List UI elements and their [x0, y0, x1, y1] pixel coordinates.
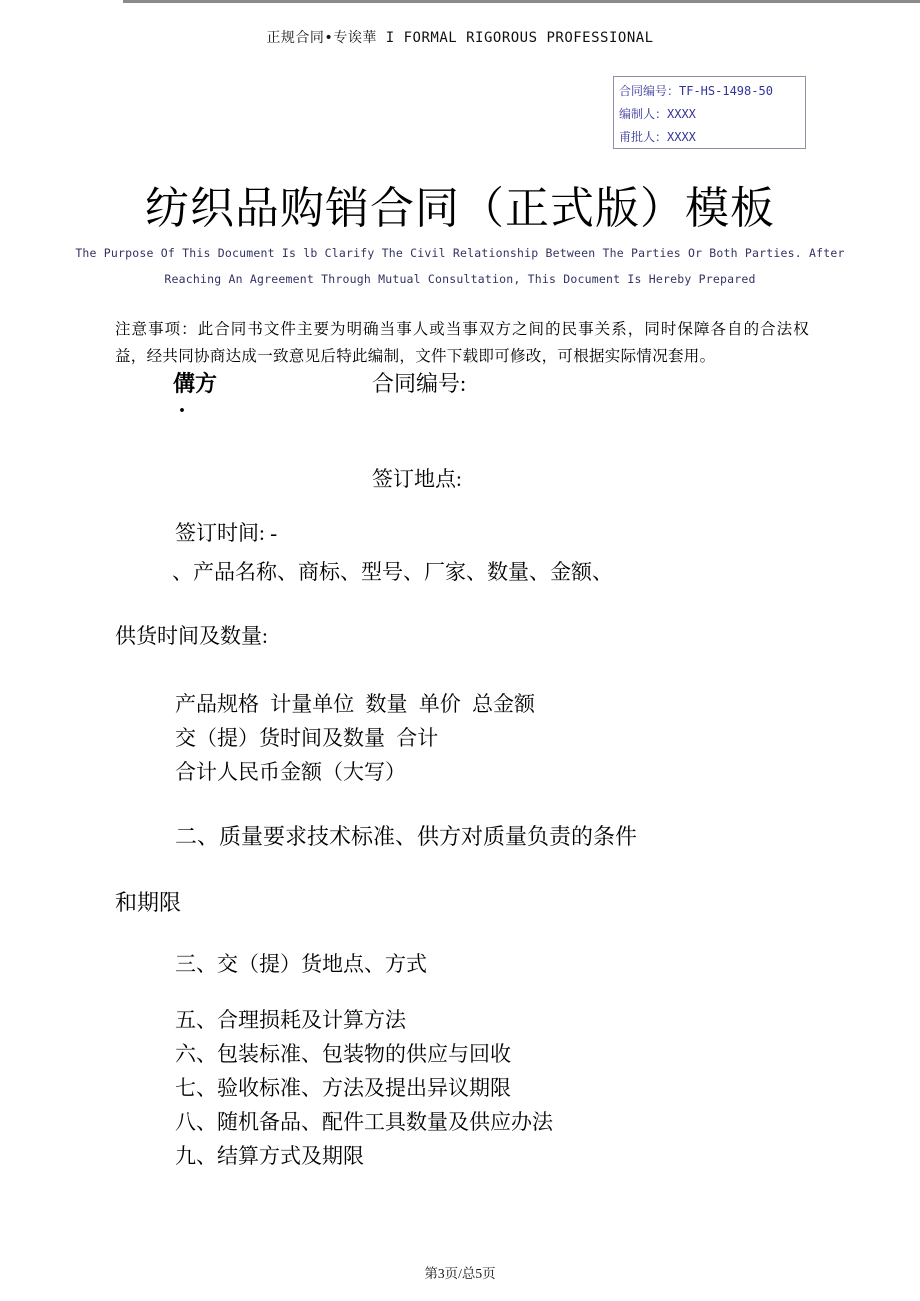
section-3-heading: 三、交（提）货地点、方式 — [175, 952, 427, 976]
section-item-5: 五、合理损耗及计算方法 — [175, 1008, 406, 1032]
approver-line: 甫批人：XXXX — [619, 129, 696, 144]
subtitle-line-1: The Purpose Of This Document Is lb Clarify The Civil Relationship Between The Parties Or Both Parties. After — [75, 246, 845, 260]
supply-time-quantity-label: 供货时间及数量: — [115, 624, 268, 648]
signing-time-label: 签订时间: - — [175, 521, 278, 545]
notice-paragraph: 注意事项：此合同书文件主要为明确当事人或当事双方之间的民事关系，同时保障各自的合法权益，经共同协商达成一致意见后特此编制，文件下载即可修改，可根据实际情况套用。 — [115, 321, 809, 365]
section-2-heading-line-2: 和期限 — [115, 890, 182, 915]
section-list — [175, 1003, 553, 1173]
bullet-dot: · — [178, 398, 187, 424]
section-2-heading-line-1: 二、质量要求技术标准、供方对质量负责的条件 — [175, 824, 638, 849]
total-amount-words-line: 合计人民币金额（大写） — [175, 760, 406, 784]
product-attributes-line: 、产品名称、商标、型号、厂家、数量、金额、 — [172, 560, 613, 584]
section-item-7: 七、验收标准、方法及提出异议期限 — [175, 1076, 511, 1100]
section-item-8: 八、随机备品、配件工具数量及供应办法 — [175, 1110, 553, 1134]
delivery-time-total-line: 交（提）货时间及数量 合计 — [175, 726, 439, 750]
document-title: 纺织品购销合同（正式版）模板 — [145, 184, 775, 233]
top-divider-rule — [123, 0, 920, 3]
author-line: 编制人：XXXX — [619, 106, 696, 121]
signing-place-label: 签订地点: — [372, 467, 462, 491]
section-item-9: 九、结算方式及期限 — [175, 1144, 364, 1168]
contract-number-line: 合同编号：TF-HS-1498-50 — [619, 84, 773, 99]
page-number-indicator: 第3页/总5页 — [424, 1266, 496, 1281]
spec-table-header-line: 产品规格 计量单位 数量 单价 总金额 — [175, 692, 535, 716]
inline-contract-number-label: 合同编号: — [372, 371, 467, 396]
contract-info-box — [613, 76, 806, 149]
section-item-6: 六、包装标准、包装物的供应与回收 — [175, 1042, 511, 1066]
party-label: 傋方 — [173, 371, 218, 396]
header-brand-line: 正规合同•专诶華 I FORMAL RIGOROUS PROFESSIONAL — [266, 30, 654, 46]
subtitle-line-2: Reaching An Agreement Through Mutual Consultation, This Document Is Hereby Prepared — [164, 272, 756, 286]
